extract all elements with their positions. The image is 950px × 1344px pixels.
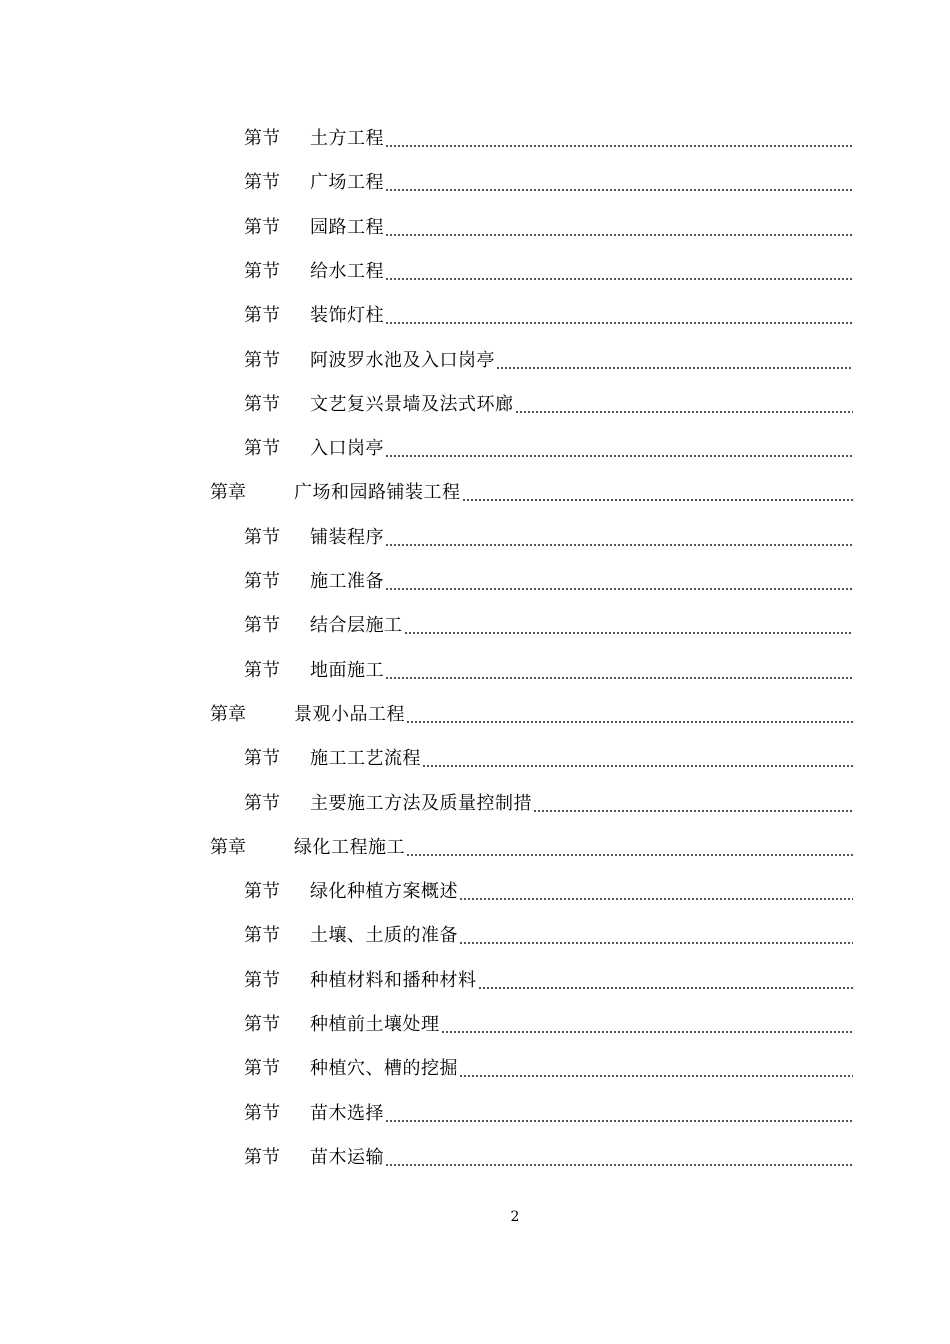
dot-leader	[515, 411, 854, 413]
dot-leader	[385, 189, 853, 191]
section-label: 第节	[244, 1014, 280, 1035]
chapter-label: 第章	[210, 703, 246, 725]
dot-leader	[459, 1075, 853, 1077]
section-label: 第节	[244, 969, 280, 991]
toc-section-entry	[244, 1010, 853, 1040]
dot-leader	[385, 544, 853, 546]
toc-section-entry	[244, 390, 853, 420]
section-label: 第节	[244, 438, 280, 460]
toc-section-entry	[244, 301, 853, 331]
section-label: 第节	[244, 1102, 280, 1124]
section-label: 第节	[244, 659, 280, 681]
dot-leader	[459, 942, 853, 944]
dot-leader	[385, 322, 853, 324]
section-label: 第节	[244, 349, 280, 371]
toc-entry-title: 苗木选择	[310, 1102, 384, 1124]
section-label: 第节	[244, 260, 280, 282]
toc-section-entry	[244, 434, 853, 464]
dot-leader	[533, 810, 853, 812]
toc-section-entry	[244, 124, 853, 154]
toc-section-entry	[244, 1054, 853, 1084]
section-label: 第节	[244, 128, 280, 149]
section-label: 第节	[244, 526, 280, 548]
toc-chapter-entry	[210, 478, 853, 508]
toc-entry-title: 绿化种植方案概述	[310, 881, 458, 903]
toc-entry-title: 阿波罗水池及入口岗亭	[310, 349, 495, 371]
toc-entry-title: 施工准备	[310, 571, 384, 592]
toc-section-entry	[244, 1143, 853, 1173]
section-label: 第节	[244, 925, 280, 947]
toc-section-entry	[244, 611, 853, 641]
dot-leader	[422, 765, 853, 767]
dot-leader	[406, 721, 853, 723]
toc-entry-title: 铺装程序	[310, 526, 384, 548]
section-label: 第节	[244, 748, 280, 770]
toc-entry-title: 装饰灯柱	[310, 305, 384, 327]
dot-leader	[385, 278, 853, 280]
dot-leader	[385, 1164, 853, 1166]
toc-entry-title: 给水工程	[310, 260, 384, 282]
dot-leader	[385, 234, 853, 236]
section-label: 第节	[244, 305, 280, 327]
toc-entry-title: 文艺复兴景墙及法式环廊	[310, 393, 514, 415]
toc-chapter-entry	[210, 833, 853, 863]
dot-leader	[478, 987, 854, 989]
toc-entry-title: 园路工程	[310, 216, 384, 238]
toc-section-entry	[244, 877, 853, 907]
toc-entry-title: 土方工程	[310, 128, 384, 149]
toc-entry-title: 种植前土壤处理	[310, 1014, 440, 1035]
section-label: 第节	[244, 881, 280, 903]
dot-leader	[406, 854, 853, 856]
toc-entry-title: 地面施工	[310, 659, 384, 681]
toc-section-entry	[244, 567, 853, 597]
section-label: 第节	[244, 571, 280, 592]
dot-leader	[459, 898, 853, 900]
dot-leader	[385, 455, 853, 457]
toc-section-entry	[244, 789, 853, 819]
section-label: 第节	[244, 216, 280, 238]
toc-section-entry	[244, 656, 853, 686]
toc-section-entry	[244, 1099, 853, 1129]
page-number: 2	[510, 1209, 520, 1225]
toc-entry-title: 苗木运输	[310, 1146, 384, 1168]
dot-leader	[385, 145, 853, 147]
toc-entry-title: 种植材料和播种材料	[310, 969, 477, 991]
dot-leader	[385, 677, 853, 679]
toc-section-entry	[244, 168, 853, 198]
toc-entry-title: 主要施工方法及质量控制措	[310, 792, 532, 814]
toc-entry-title: 景观小品工程	[294, 703, 405, 725]
toc-entry-title: 种植穴、槽的挖掘	[310, 1058, 458, 1080]
dot-leader	[496, 367, 853, 369]
toc-entry-title: 入口岗亭	[310, 438, 384, 460]
dot-leader	[385, 1120, 853, 1122]
toc-entry-title: 广场工程	[310, 172, 384, 194]
section-label: 第节	[244, 393, 280, 415]
dot-leader	[462, 499, 854, 501]
toc-entry-title: 土壤、土质的准备	[310, 925, 458, 947]
toc-chapter-entry	[210, 700, 853, 730]
dot-leader	[385, 588, 853, 590]
toc-section-entry	[244, 921, 853, 951]
section-label: 第节	[244, 615, 280, 637]
toc-section-entry	[244, 257, 853, 287]
section-label: 第节	[244, 792, 280, 814]
section-label: 第节	[244, 1058, 280, 1080]
section-label: 第节	[244, 172, 280, 194]
toc-entry-title: 绿化工程施工	[294, 836, 405, 858]
toc-section-entry	[244, 213, 853, 243]
dot-leader	[441, 1031, 854, 1033]
toc-section-entry	[244, 523, 853, 553]
section-label: 第节	[244, 1146, 280, 1168]
dot-leader	[404, 632, 854, 634]
toc-section-entry	[244, 346, 853, 376]
toc-section-entry	[244, 966, 853, 996]
chapter-label: 第章	[210, 836, 246, 858]
toc-entry-title: 施工工艺流程	[310, 748, 421, 770]
toc-entry-title: 广场和园路铺装工程	[294, 482, 461, 504]
toc-entry-title: 结合层施工	[310, 615, 403, 637]
chapter-label: 第章	[210, 482, 246, 504]
toc-section-entry	[244, 744, 853, 774]
